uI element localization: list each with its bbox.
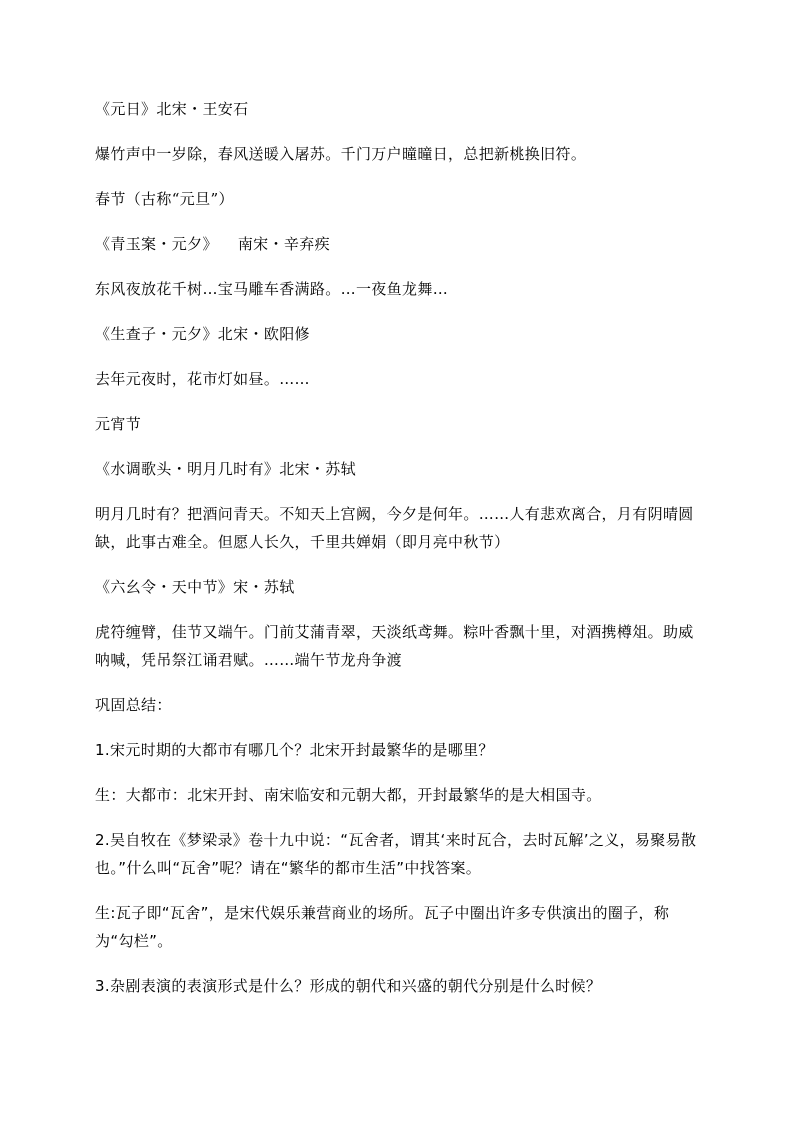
poem-title-shuidiao: 《水调歌头・明月几时有》北宋・苏轼 — [95, 460, 356, 478]
document-content — [95, 95, 701, 1017]
answer-1: 生：大都市：北宋开封、南宋临安和元朝大都，开封最繁华的是大相国寺。 — [95, 786, 602, 804]
festival-label-spring: 春节（古称“元旦”） — [95, 190, 234, 208]
poem-text-shuidiao: 明月几时有？把酒问青天。不知天上宫阙，今夕是何年。……人有悲欢离合，月有阴晴圆缺，此事古难全。但愿人长久，千里共婵娟（即月亮中秋节） — [95, 505, 694, 551]
poem-title-yuanri: 《元日》北宋・王安石 — [95, 100, 249, 118]
summary-heading: 巩固总结： — [95, 696, 172, 714]
poem-heading-qingyuan — [95, 230, 701, 258]
question-3: 3.杂剧表演的表演形式是什么？形成的朝代和兴盛的朝代分别是什么时候？ — [95, 977, 602, 995]
poem-text-yuanri: 爆竹声中一岁除，春风送暖入屠苏。千门万户曈曈日，总把新桃换旧符。 — [95, 145, 587, 163]
poem-text-shengzhazi: 去年元夜时，花市灯如昼。…… — [95, 370, 310, 388]
poem-title-liuyao: 《六幺令・天中节》宋・苏轼 — [95, 578, 295, 596]
poem-title-shengzhazi: 《生查子・元夕》北宋・欧阳修 — [95, 325, 310, 343]
poem-text-liuyao: 虎符缠臂，佳节又端午。门前艾蒲青翠，天淡纸鸢舞。粽叶香飘十里，对酒携樽俎。助威呐喊，凭吊祭江诵君赋。……端午节龙舟争渡 — [95, 623, 694, 669]
answer-2: 生:瓦子即“瓦舍”，是宋代娱乐兼营商业的场所。瓦子中圈出许多专供演出的圈子，称为“勾栏”。 — [95, 904, 670, 950]
question-2: 2.吴自牧在《梦梁录》卷十九中说：“瓦舍者，谓其‘来时瓦合，去时瓦解’之义，易聚易散也。”什么叫“瓦舍”呢？请在“繁华的都市生活”中找答案。 — [95, 831, 697, 877]
question-1: 1.宋元时期的大都市有哪几个？北宋开封最繁华的是哪里？ — [95, 741, 494, 759]
festival-label-lantern: 元宵节 — [95, 415, 142, 433]
poem-title-qingyuan: 《青玉案・元夕》 — [95, 235, 218, 253]
poem-author-qingyuan: 南宋・辛弃疾 — [237, 235, 330, 253]
poem-text-qingyuan: 东风夜放花千树…宝马雕车香满路。…一夜鱼龙舞… — [95, 280, 449, 298]
